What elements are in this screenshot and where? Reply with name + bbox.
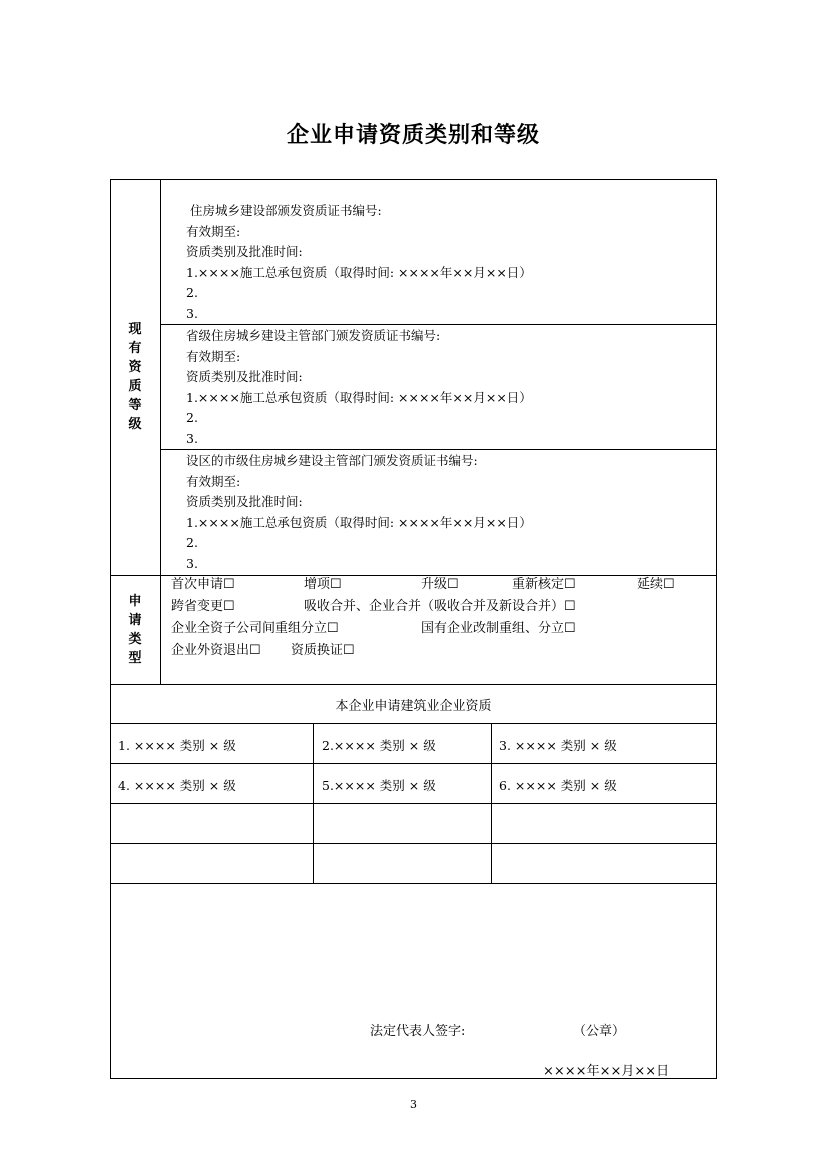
qualification-item-3[interactable]: 3. (186, 305, 198, 321)
qualification-item-1[interactable]: 1.××××施工总承包资质（取得时间: ××××年××月××日） (186, 389, 532, 405)
upgrade-checkbox[interactable]: 升级☐ (421, 577, 459, 592)
first-application-checkbox[interactable]: 首次申请☐ (171, 577, 235, 592)
valid-until-field[interactable]: 有效期至: (186, 348, 241, 364)
legal-rep-signature-label[interactable]: 法定代表人签字: (370, 1024, 466, 1039)
cross-province-checkbox[interactable]: 跨省变更☐ (171, 599, 235, 614)
label-column-divider (160, 179, 161, 684)
qualification-item-3[interactable]: 3. (186, 430, 198, 446)
apply-type-label: 申 请 类 型 (128, 594, 142, 666)
qualification-item-1[interactable]: 1.××××施工总承包资质（取得时间: ××××年××月××日） (186, 264, 532, 280)
qualification-item-2[interactable]: 2. (186, 285, 198, 301)
section-divider-applying (110, 684, 717, 685)
category-field[interactable]: 资质类别及批准时间: (186, 369, 303, 385)
cert-block-provincial (186, 326, 532, 450)
reverify-checkbox[interactable]: 重新核定☐ (512, 577, 576, 592)
applying-empty-cell[interactable] (492, 844, 716, 883)
applying-header: 本企业申请建筑业企业资质 (335, 699, 492, 714)
cert-number-field[interactable]: 省级住房城乡建设主管部门颁发资质证书编号: (186, 328, 441, 343)
merge-checkbox[interactable]: 吸收合并、企业合并（吸收合并及新设合并）☐ (304, 599, 576, 614)
qualification-item-3[interactable]: 3. (186, 555, 198, 571)
subsidiary-reorg-checkbox[interactable]: 企业全资子公司间重组分立☐ (171, 621, 339, 636)
valid-until-field[interactable]: 有效期至: (186, 223, 241, 239)
cert-number-field[interactable]: 住房城乡建设部颁发资质证书编号: (190, 203, 382, 218)
applying-cell-5[interactable]: 5.×××× 类别 × 级 (322, 778, 436, 793)
qualification-item-2[interactable]: 2. (186, 410, 198, 426)
category-field[interactable]: 资质类别及批准时间: (186, 244, 303, 260)
applying-cell-6[interactable]: 6. ×××× 类别 × 级 (499, 778, 617, 793)
qualification-item-1[interactable]: 1.××××施工总承包资质（取得时间: ××××年××月××日） (186, 514, 532, 530)
page-title: 企业申请资质类别和等级 (286, 123, 540, 148)
valid-until-field[interactable]: 有效期至: (186, 473, 241, 489)
applying-cell-4[interactable]: 4. ×××× 类别 × 级 (118, 778, 236, 793)
qualification-item-2[interactable]: 2. (186, 535, 198, 551)
foreign-exit-checkbox[interactable]: 企业外资退出☐ (171, 643, 261, 658)
applying-empty-cell[interactable] (111, 844, 313, 883)
category-field[interactable]: 资质类别及批准时间: (186, 494, 303, 510)
grid-divider-2 (110, 763, 717, 764)
renew-checkbox[interactable]: 延续☐ (637, 577, 675, 592)
cert-block-ministry (186, 201, 532, 325)
official-seal-label: （公章） (573, 1024, 626, 1039)
page-number: 3 (410, 1098, 417, 1111)
applying-empty-cell[interactable] (111, 804, 313, 843)
applying-empty-cell[interactable] (314, 844, 491, 883)
add-item-checkbox[interactable]: 增项☐ (304, 577, 342, 592)
current-qualification-label: 现 有 资 质 等 级 (128, 322, 142, 432)
applying-cell-1[interactable]: 1. ×××× 类别 × 级 (118, 738, 236, 753)
signature-date[interactable]: ××××年××月××日 (543, 1064, 670, 1079)
state-owned-reorg-checkbox[interactable]: 国有企业改制重组、分立☐ (421, 621, 576, 636)
applying-empty-cell[interactable] (492, 804, 716, 843)
grid-divider-1 (110, 723, 717, 724)
applying-cell-3[interactable]: 3. ×××× 类别 × 级 (499, 738, 617, 753)
applying-cell-2[interactable]: 2.×××× 类别 × 级 (322, 738, 436, 753)
cert-exchange-checkbox[interactable]: 资质换证☐ (291, 643, 355, 658)
cert-number-field[interactable]: 设区的市级住房城乡建设主管部门颁发资质证书编号: (186, 453, 478, 468)
grid-divider-5 (110, 883, 717, 884)
applying-empty-cell[interactable] (314, 804, 491, 843)
cert-block-municipal (186, 451, 532, 575)
